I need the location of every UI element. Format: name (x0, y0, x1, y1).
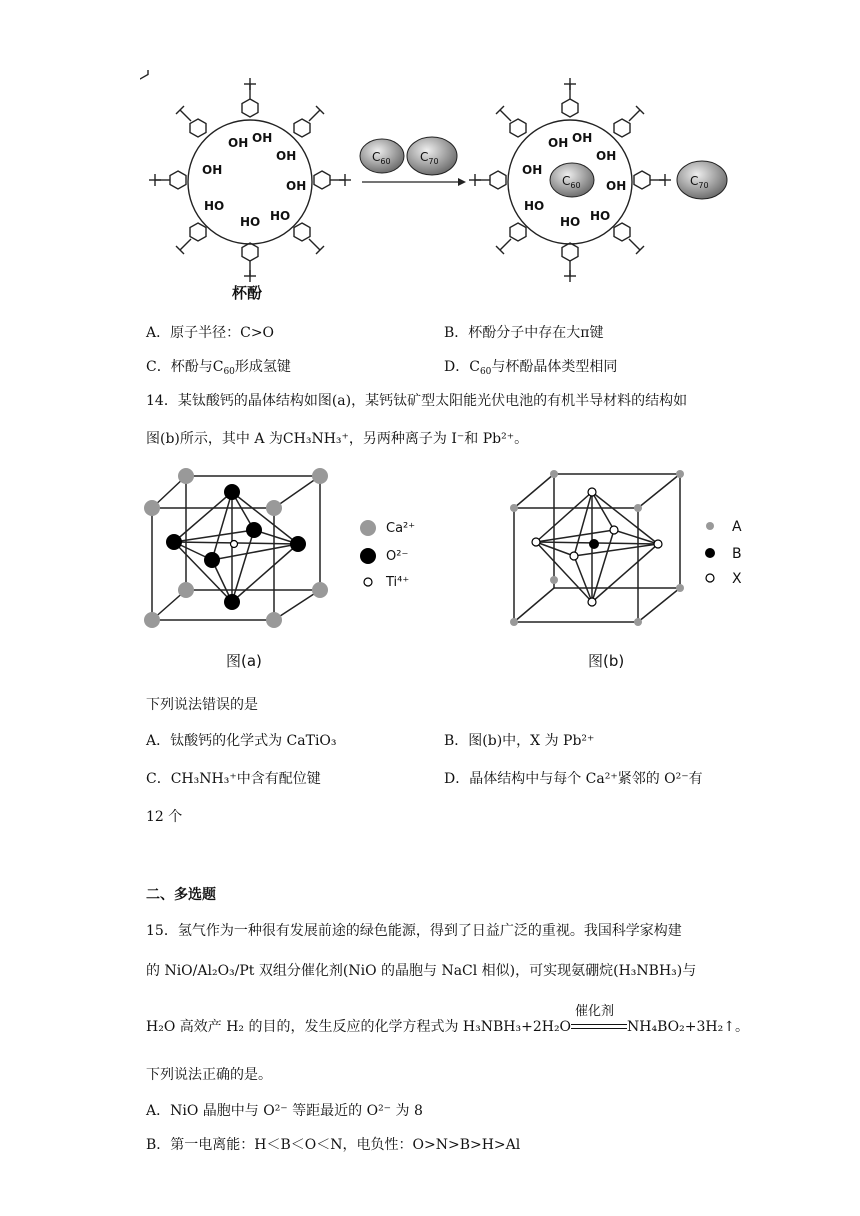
svg-text:OH: OH (548, 136, 569, 150)
q14-stem-line1: 14．某钛酸钙的晶体结构如图(a)，某钙钛矿型太阳能光伏电池的有机半导材料的结构如 (146, 393, 688, 409)
legend-x: X (732, 571, 742, 587)
legend-o: O²⁻ (386, 549, 409, 564)
svg-text:HO: HO (590, 209, 611, 223)
svg-text:HO: HO (560, 215, 581, 229)
svg-text:OH: OH (202, 163, 223, 177)
svg-text:HO: HO (204, 199, 225, 213)
q14-option-c: C．CH₃NH₃⁺中含有配位键 (146, 771, 321, 787)
q15-prompt: 下列说法正确的是。 (146, 1067, 272, 1083)
svg-text:HO: HO (524, 199, 545, 213)
q15-stem-line2: 的 NiO/Al₂O₃/Pt 双组分催化剂(NiO 的晶胞与 NaCl 相似)，可实现氨硼烷(H₃NBH₃)与 (146, 963, 697, 979)
figure-b-perovskite (500, 464, 800, 674)
svg-text:HO: HO (270, 209, 291, 223)
svg-text:HO: HO (240, 215, 261, 229)
q15-option-a: A．NiO 晶胞中与 O²⁻ 等距最近的 O²⁻ 为 8 (146, 1103, 423, 1119)
calixarene-left (140, 70, 351, 282)
svg-text:OH: OH (606, 179, 627, 193)
beibei-label: 杯酚 (232, 284, 263, 302)
svg-text:C70: $C_{70}$ (420, 150, 439, 166)
svg-text:C70: $C_{70}$ (690, 174, 709, 190)
q15-stem-line3: H₂O 高效产 H₂ 的目的，发生反应的化学方程式为 H₃NBH₃+2H₂O 催化剂 NH₄BO₂+3H₂↑。 (146, 1004, 749, 1035)
q14-stem-line2: 图(b)所示，其中 A 为CH₃NH₃⁺，另两种离子为 I⁻和 Pb²⁺。 (146, 431, 529, 447)
q14-prompt: 下列说法错误的是 (146, 697, 258, 713)
legend-ti: Ti⁴⁺ (386, 575, 410, 590)
figure-a-calcium-titanate (140, 464, 440, 674)
svg-text:OH: OH (286, 179, 307, 193)
q15-option-b: B．第一电离能：H＜B＜O＜N，电负性：O>N>B>H>Al (146, 1137, 521, 1153)
legend-ca: Ca²⁺ (386, 521, 416, 536)
q13-option-b: B．杯酚分子中存在大π键 (444, 325, 604, 341)
legend-b: B (732, 546, 742, 562)
q14-option-d-continued: 12 个 (146, 809, 183, 825)
q14-option-a: A．钛酸钙的化学式为 CaTiO₃ (146, 733, 337, 749)
q13-option-d: D．$C_{60}$与杯酚晶体类型相同 (444, 359, 618, 377)
svg-text:OH: OH (252, 131, 273, 145)
q15-stem-line1: 15．氢气作为一种很有发展前途的绿色能源，得到了日益广泛的重视。我国科学家构建 (146, 923, 682, 939)
q14-option-b: B．图(b)中，X 为 Pb²⁺ (444, 733, 595, 749)
q14-option-d: D．晶体结构中与每个 Ca²⁺紧邻的 O²⁻有 (444, 771, 703, 787)
legend-a: A (732, 519, 742, 535)
svg-text:OH: OH (596, 149, 617, 163)
q13-option-a: A．原子半径：C>O (146, 325, 275, 341)
calixarene-reaction-figure (140, 70, 740, 310)
section-title-multiple-choice: 二、多选题 (146, 887, 216, 903)
figure-a-caption: 图(a) (226, 652, 262, 670)
q13-option-c: C．杯酚与$C_{60}$形成氢键 (146, 359, 291, 377)
svg-text:OH: OH (276, 149, 297, 163)
catalyst-equals-sign: 催化剂 (571, 1020, 627, 1034)
svg-text:OH: OH (572, 131, 593, 145)
reaction-arrow (360, 137, 466, 186)
hydroxyl-labels-left (202, 131, 306, 229)
figure-b-caption: 图(b) (588, 652, 625, 670)
svg-text:C60: $C_{60}$ (372, 150, 391, 166)
svg-text:OH: OH (522, 163, 543, 177)
svg-text:OH: OH (228, 136, 249, 150)
svg-text:C60: $C_{60}$ (562, 174, 581, 190)
